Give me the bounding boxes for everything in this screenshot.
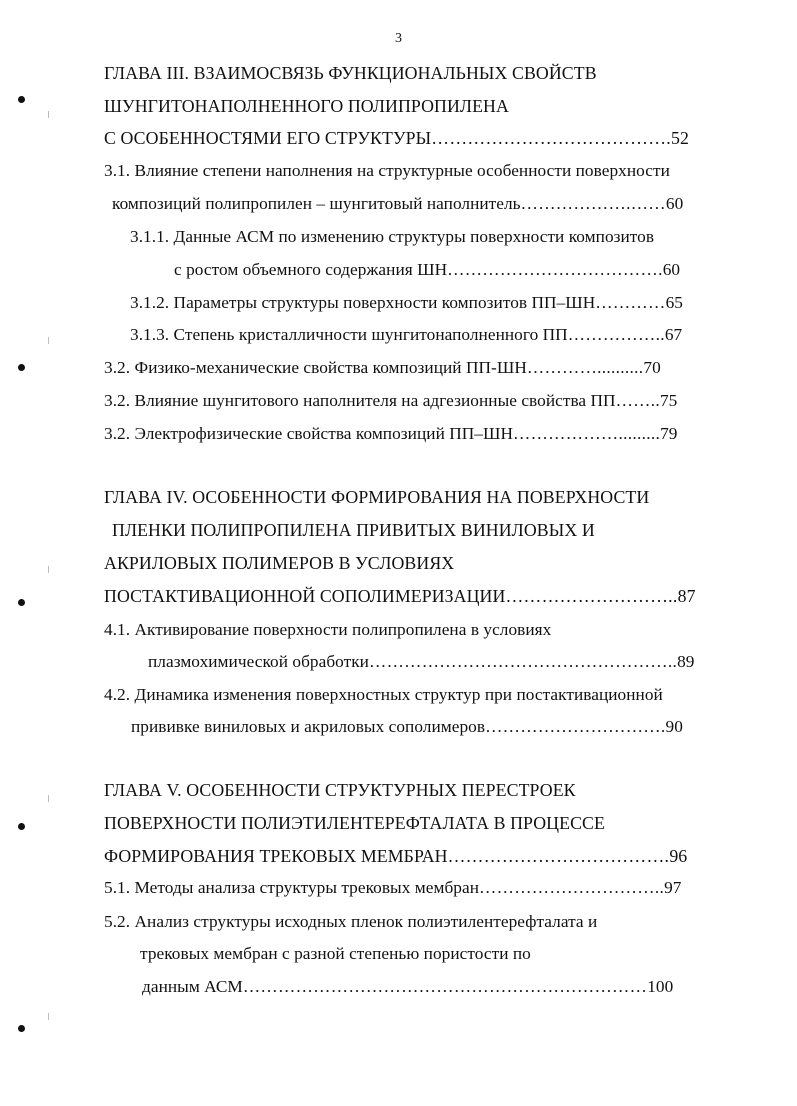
toc-entry: 3.1.3. Степень кристалличности шунгитонаполненного ПП……………..67 bbox=[130, 325, 683, 344]
toc-page-number: 89 bbox=[677, 652, 695, 671]
binding-hole-icon bbox=[18, 1025, 25, 1032]
toc-heading: ПЛЕНКИ ПОЛИПРОПИЛЕНА ПРИВИТЫХ ВИНИЛОВЫХ И bbox=[112, 520, 595, 540]
margin-mark bbox=[48, 111, 49, 118]
toc-entry: 3.2. Физико-механические свойства композиций ПП-ШН…………..........70 bbox=[104, 358, 661, 377]
toc-page-number: 52 bbox=[671, 128, 690, 148]
toc-page-number: 100 bbox=[647, 977, 674, 996]
toc-entry: ПОСТАКТИВАЦИОННОЙ СОПОЛИМЕРИЗАЦИИ………………………..87 bbox=[104, 586, 696, 606]
toc-heading: АКРИЛОВЫХ ПОЛИМЕРОВ В УСЛОВИЯХ bbox=[104, 553, 455, 573]
toc-entry: 3.1. Влияние степени наполнения на структурные особенности поверхности bbox=[104, 161, 670, 180]
margin-mark bbox=[48, 795, 49, 802]
toc-page-number: 67 bbox=[664, 325, 683, 344]
toc-entry: 3.2. Электрофизические свойства композиций ПП–ШН……………….........79 bbox=[104, 424, 678, 443]
toc-entry: 4.1. Активирование поверхности полипропилена в условиях bbox=[104, 620, 552, 639]
toc-entry: 3.1.2. Параметры структуры поверхности композитов ПП–ШН…………65 bbox=[130, 293, 683, 312]
page-number: 3 bbox=[395, 31, 402, 46]
toc-page-number: 60 bbox=[662, 260, 681, 279]
toc-entry: ФОРМИРОВАНИЯ ТРЕКОВЫХ МЕМБРАН……………………………….96 bbox=[104, 846, 688, 866]
toc-page-number: 87 bbox=[677, 586, 696, 606]
toc-page-number: 96 bbox=[669, 846, 688, 866]
toc-entry: 3.1.1. Данные АСМ по изменению структуры поверхности композитов bbox=[130, 227, 655, 246]
toc-page-number: 75 bbox=[659, 391, 678, 410]
toc-entry: 3.2. Влияние шунгитового наполнителя на адгезионные свойства ПП……..75 bbox=[104, 391, 678, 410]
toc-entry: прививке виниловых и акриловых сополимеров………………………….90 bbox=[131, 717, 683, 736]
toc-page-number: 79 bbox=[660, 424, 678, 443]
toc-entry: данным АСМ……………………………………………………………100 bbox=[142, 977, 674, 996]
toc-heading: ПОВЕРХНОСТИ ПОЛИЭТИЛЕНТЕРЕФТАЛАТА В ПРОЦЕССЕ bbox=[104, 813, 605, 833]
toc-entry: трековых мембран с разной степенью пористости по bbox=[140, 944, 531, 963]
toc-entry: 5.1. Методы анализа структуры трековых мембран…………………………..97 bbox=[104, 878, 682, 897]
binding-hole-icon bbox=[18, 823, 25, 830]
toc-page-number: 70 bbox=[643, 358, 661, 377]
toc-page-number: 60 bbox=[665, 194, 684, 213]
toc-heading: ГЛАВА III. ВЗАИМОСВЯЗЬ ФУНКЦИОНАЛЬНЫХ СВОЙСТВ bbox=[104, 63, 597, 83]
toc-heading: ГЛАВА IV. ОСОБЕННОСТИ ФОРМИРОВАНИЯ НА ПОВЕРХНОСТИ bbox=[104, 487, 650, 507]
toc-entry: 4.2. Динамика изменения поверхностных структур при постактивационной bbox=[104, 685, 663, 704]
toc-entry: С ОСОБЕННОСТЯМИ ЕГО СТРУКТУРЫ………………………………….52 bbox=[104, 128, 690, 148]
toc-entry: 5.2. Анализ структуры исходных пленок полиэтилентерефталата и bbox=[104, 912, 598, 931]
toc-page-number: 90 bbox=[665, 717, 683, 736]
toc-entry: с ростом объемного содержания ШН……………………………….60 bbox=[174, 260, 681, 279]
margin-mark bbox=[48, 1013, 49, 1020]
toc-page-number: 65 bbox=[665, 293, 683, 312]
toc-heading: ШУНГИТОНАПОЛНЕННОГО ПОЛИПРОПИЛЕНА bbox=[104, 96, 509, 116]
binding-hole-icon bbox=[18, 96, 25, 103]
margin-mark bbox=[48, 337, 49, 344]
toc-page-number: 97 bbox=[664, 878, 682, 897]
toc-entry: плазмохимической обработки……………………………………………..89 bbox=[148, 652, 695, 671]
toc-heading: ГЛАВА V. ОСОБЕННОСТИ СТРУКТУРНЫХ ПЕРЕСТРОЕК bbox=[104, 780, 576, 800]
toc-entry: композиций полипропилен – шунгитовый наполнитель……………….……60 bbox=[112, 194, 684, 213]
binding-hole-icon bbox=[18, 364, 25, 371]
binding-hole-icon bbox=[18, 599, 25, 606]
margin-mark bbox=[48, 566, 49, 573]
